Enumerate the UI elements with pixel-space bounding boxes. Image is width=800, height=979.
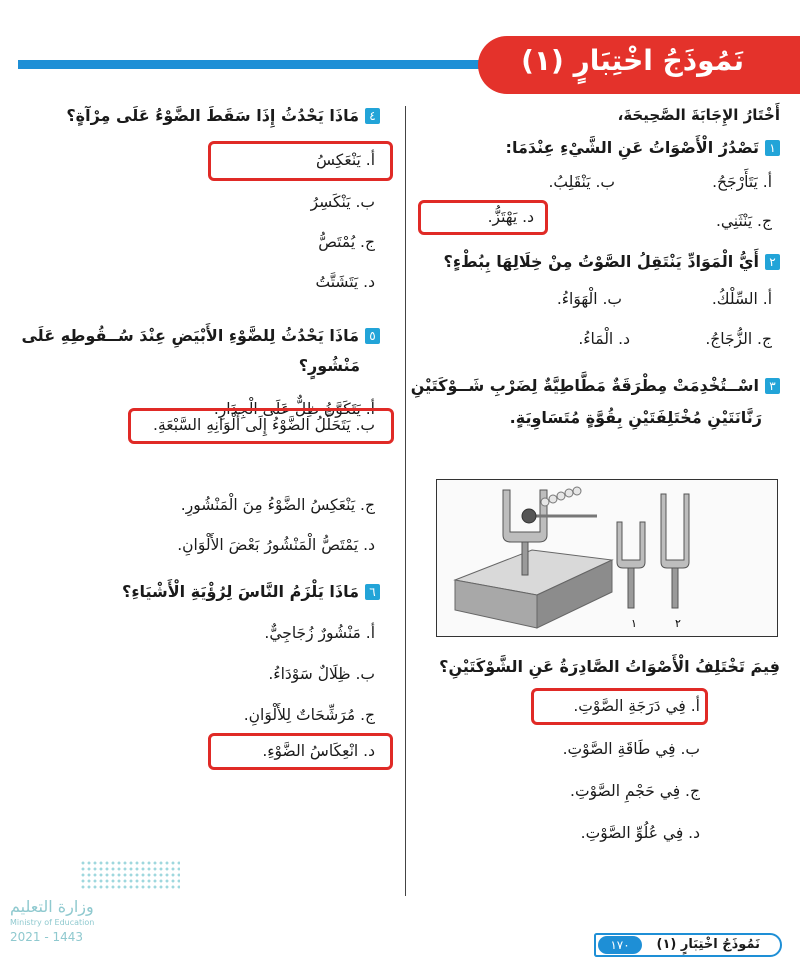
- question-3: [411, 376, 780, 395]
- question-3-line1: اسْــتُخْدِمَتْ مِطْرَقَةٌ مَطَّاطِيَّةٌ لِضَرْبِ شَــوْكَتَيْنِ: [410, 376, 759, 395]
- question-number-4: ٤: [365, 108, 380, 124]
- question-1: [506, 138, 780, 157]
- column-divider: [405, 106, 406, 896]
- fork-2-stem: [672, 568, 678, 608]
- motion-circle: [541, 498, 549, 506]
- question-3-prompt: فِيمَ تَخْتَلِفُ الْأَصْوَاتُ الصَّادِرَةُ عَنِ الشَّوْكَتَيْنِ؟: [439, 657, 780, 676]
- question-3-line2: رَنَّانَتَيْنِ مُخْتَلِفَتَيْنِ بِقُوَّةٍ مُتَسَاوِيَةٍ.: [509, 408, 762, 427]
- ministry-logo-icon: [80, 860, 180, 890]
- q5-option-a[interactable]: أ. يَتَكَوَّنُ ظِلٌّ عَلَى الْجِدَارِ.: [213, 400, 375, 418]
- q3-option-c[interactable]: ج. فِي حَجْمِ الصَّوْتِ.: [570, 782, 700, 800]
- motion-circle: [565, 489, 573, 497]
- q1-option-b[interactable]: ب. يَنْقَلِبُ.: [548, 173, 615, 191]
- q2-option-c[interactable]: ج. الزُّجَاجُ.: [705, 330, 772, 348]
- q4-option-d[interactable]: د. يَتَشَتَّتُ: [315, 273, 375, 291]
- logo-arabic: وزارة التعليم: [10, 897, 94, 916]
- ministry-logo-text: [10, 898, 94, 944]
- question-2-text: أَيُّ الْمَوَادِّ يَنْتَقِلُ الصَّوْتُ مِنْ خِلَالِهَا بِبُطْءٍ؟: [443, 252, 759, 271]
- question-number-1: ١: [765, 140, 780, 156]
- question-5-line2: مَنْشُورٍ؟: [298, 356, 360, 375]
- q3-option-b[interactable]: ب. فِي طَاقَةِ الصَّوْتِ.: [562, 740, 700, 758]
- fork-2: [661, 494, 689, 568]
- q6-option-b[interactable]: ب. ظِلَالٌ سَوْدَاءُ.: [268, 665, 375, 683]
- motion-circle: [557, 492, 565, 500]
- q2-option-a[interactable]: أ. السِّلْكُ.: [711, 290, 772, 308]
- q5-option-d[interactable]: د. يَمْتَصُّ الْمَنْشُورُ بَعْضَ الأَلْوَانِ.: [177, 536, 375, 554]
- logo-year: 2021 - 1443: [10, 930, 84, 944]
- q6-option-d[interactable]: د. انْعِكَاسُ الضَّوْءِ.: [262, 742, 375, 760]
- question-number-6: ٦: [365, 584, 380, 600]
- q2-option-b[interactable]: ب. الْهَوَاءُ.: [556, 290, 622, 308]
- q5-option-b[interactable]: ب. يَتَحَلَّلُ الضَّوْءُ إِلَى أَلْوَانِهِ السَّبْعَةِ.: [153, 416, 375, 434]
- question-number-3: ٣: [765, 378, 780, 394]
- page-number: ١٧٠: [598, 936, 642, 954]
- motion-circle: [573, 487, 581, 495]
- page-title: نَمُوذَجُ اخْتِبَارٍ (١): [521, 44, 744, 77]
- question-5-line1: مَاذَا يَحْدُثُ لِلضَّوْءِ الأَبْيَضِ عِنْدَ سُــقُوطِهِ عَلَى: [21, 326, 359, 345]
- q1-option-c[interactable]: ج. يَنْثَنِي.: [715, 212, 772, 230]
- q2-option-d[interactable]: د. الْمَاءُ.: [578, 330, 630, 348]
- instruction: أَخْتَارُ الإِجَابَةَ الصَّحِيحَةَ،: [617, 106, 780, 124]
- fork-1-stem: [628, 568, 634, 608]
- question-number-5: ٥: [365, 328, 380, 344]
- question-number-2: ٢: [765, 254, 780, 270]
- question-5: [21, 326, 380, 345]
- question-6-text: مَاذَا يَلْزَمُ النَّاسَ لِرُؤْيَةِ الْأَشْيَاءِ؟: [122, 582, 359, 601]
- motion-circle: [549, 495, 557, 503]
- tuning-forks-illustration: [437, 480, 777, 636]
- question-4-text: مَاذَا يَحْدُثُ إِذَا سَقَطَ الضَّوْءُ عَلَى مِرْآةٍ؟: [66, 106, 359, 125]
- q1-option-a[interactable]: أ. يَتَأَرْجَحُ.: [712, 173, 772, 191]
- fork-2-label: ٢: [675, 617, 681, 630]
- q3-option-a[interactable]: أ. فِي دَرَجَةِ الصَّوْتِ.: [573, 697, 700, 715]
- q4-option-b[interactable]: ب. يَنْكَسِرُ: [310, 193, 375, 211]
- mallet-head: [522, 509, 536, 523]
- fork-1: [617, 522, 645, 568]
- fork-1-label: ١: [631, 617, 637, 630]
- footer-title: نَمُوذَجُ اخْتِبَارٍ (١): [656, 937, 760, 952]
- question-4: [66, 106, 380, 125]
- q6-option-c[interactable]: ج. مُرَشِّحَاتٌ لِلأَلْوَانِ.: [243, 706, 375, 724]
- q6-option-a[interactable]: أ. مَنْشُورٌ زُجَاجِيٌّ.: [264, 624, 375, 642]
- q1-option-d[interactable]: د. يَهْتَزُّ.: [487, 208, 534, 226]
- header-rule: [18, 60, 488, 69]
- q4-option-a[interactable]: أ. يَنْعَكِسُ: [316, 151, 375, 169]
- q5-option-c[interactable]: ج. يَنْعَكِسُ الضَّوْءُ مِنَ الْمَنْشُورِ.: [180, 496, 375, 514]
- question-6: [122, 582, 380, 601]
- tuning-forks-figure: [436, 479, 778, 637]
- question-1-text: تَصْدُرُ الْأَصْوَاتُ عَنِ الشَّيْءِ عِنْدَمَا:: [505, 138, 759, 157]
- logo-english: Ministry of Education: [10, 918, 95, 927]
- question-2: [444, 252, 780, 271]
- q3-option-d[interactable]: د. فِي عُلُوِّ الصَّوْتِ.: [580, 824, 700, 842]
- q4-option-c[interactable]: ج. يُمْتَصُّ: [318, 233, 375, 251]
